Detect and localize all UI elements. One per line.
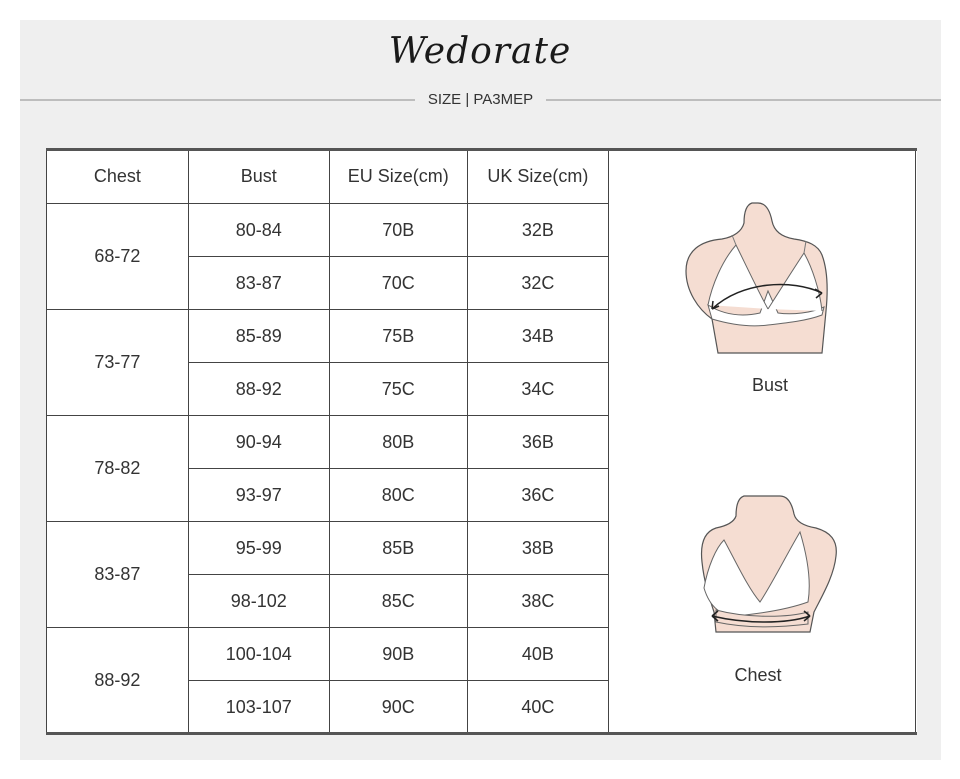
bust-cell: 85-89	[188, 310, 329, 363]
header-divider-left	[20, 99, 415, 101]
eu-cell: 70B	[329, 204, 467, 257]
chest-cell: 88-92	[47, 628, 189, 734]
chest-label: Chest	[734, 665, 782, 685]
size-table	[46, 149, 609, 734]
chest-cell: 68-72	[47, 204, 189, 310]
bust-label: Bust	[751, 375, 789, 395]
header-uk-size: UK Size(cm)	[467, 150, 608, 204]
eu-cell: 75B	[329, 310, 467, 363]
chest-cell: 83-87	[47, 522, 189, 628]
table-row	[47, 204, 609, 257]
uk-cell: 34C	[467, 363, 608, 416]
eu-cell: 90B	[329, 628, 467, 681]
bust-cell: 95-99	[188, 522, 329, 575]
bust-cell: 100-104	[188, 628, 329, 681]
table-row	[47, 522, 609, 575]
header-eu-size: EU Size(cm)	[329, 150, 467, 204]
table-row	[47, 628, 609, 681]
uk-cell: 40B	[467, 628, 608, 681]
size-chart	[46, 149, 917, 734]
bust-cell: 98-102	[188, 575, 329, 628]
eu-cell: 75C	[329, 363, 467, 416]
uk-cell: 38C	[467, 575, 608, 628]
chest-cell: 73-77	[47, 310, 189, 416]
eu-cell: 80C	[329, 469, 467, 522]
eu-cell: 90C	[329, 681, 467, 734]
page-subtitle: SIZE | PA3MEP	[427, 91, 534, 108]
uk-cell: 40C	[467, 681, 608, 734]
bust-cell: 80-84	[188, 204, 329, 257]
bust-cell: 90-94	[188, 416, 329, 469]
eu-cell: 85C	[329, 575, 467, 628]
bust-cell: 103-107	[188, 681, 329, 734]
table-bottom-border	[46, 732, 917, 735]
table-row	[47, 416, 609, 469]
header-bust: Bust	[188, 150, 329, 204]
bust-cell: 93-97	[188, 469, 329, 522]
chest-cell: 78-82	[47, 416, 189, 522]
uk-cell: 32C	[467, 257, 608, 310]
bust-cell: 83-87	[188, 257, 329, 310]
uk-cell: 32B	[467, 204, 608, 257]
bust-cell: 88-92	[188, 363, 329, 416]
chest-measure-illustration	[696, 492, 842, 642]
eu-cell: 85B	[329, 522, 467, 575]
eu-cell: 80B	[329, 416, 467, 469]
header-divider-right	[546, 99, 941, 101]
table-top-border	[46, 148, 917, 151]
uk-cell: 36B	[467, 416, 608, 469]
brand-logo: Wedorate	[388, 31, 572, 72]
eu-cell: 70C	[329, 257, 467, 310]
uk-cell: 36C	[467, 469, 608, 522]
header-chest: Chest	[47, 150, 189, 204]
table-row	[47, 310, 609, 363]
uk-cell: 38B	[467, 522, 608, 575]
table-body	[47, 204, 609, 734]
bust-measure-illustration	[682, 201, 830, 359]
table-header-row	[47, 150, 609, 204]
uk-cell: 34B	[467, 310, 608, 363]
